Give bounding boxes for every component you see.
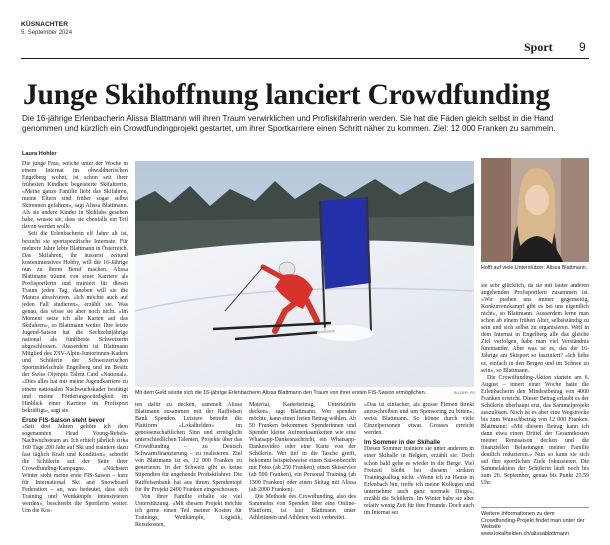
paragraph: Die junge Frau, welche unter der Woche in einem Internat im obwaldnerischen Engelberg wohnt, ist schon seit ihrer frühesten Kindheit begeisterte Skifahrerin. «Meine ganze Familie liebt das Skifahren, meine Eltern sind früher sogar selbst Skirennen gefahren», sagt Alissa Blattmann. Als sie andere Kinder in Skiklubs gesehen habe, wusste sie, dass sie ebenfalls ein Teil davon werden wolle. [22, 161, 128, 231]
masthead [21, 21, 72, 37]
text-column-5 [481, 283, 589, 505]
subheading: Erste FIS-Saison steht bevor [22, 416, 105, 424]
page-number: 9 [579, 40, 586, 54]
lead-paragraph: Die 16-jährige Erlenbacherin Alissa Blattmann will ihren Traum verwirklichen und Profiskifahrerin werden. Sie hat die Fäden gleich selbst in die Hand genommen und kürzlich ein Crowdfundingprojekt gestartet, um ihrer Sportkarriere einen Schritt näher zu kommen. Ziel: 12 000 Franken zu sammeln. [22, 114, 556, 134]
issue-date: 5. September 2024 [21, 30, 73, 36]
paragraph: Die Crowdfunding-Aktion startete am 6. August – innert einer Woche hatte die Erlenbacherin den Mindestbetrag von 4000 Franken erreicht. Dieser Betrag erlaubt es der Schülerin überhaupt erst, das Sammelprojekt auszulösen. Noch ist es aber eine Wegstrecke bis zum Wunschbetrag von 12 000 Franken. Blattmann: «Mit diesem Betrag kann ich dann etwa einen Drittel der Gesamtkosten meiner Rennsaison decken und die finanziellen Belastungen meiner Familie deutlich reduzieren.» Nun so kann sie sich auf ihre sportlichen Ziele fokussieren. Die Sammelaktion der Schülerin läuft noch bis zum 26. September, genau bis Punkt 23.59 Uhr. [481, 374, 589, 487]
gate-flag-icon [320, 197, 371, 289]
paragraph: Seit die Erlenbacherin elf Jahre alt ist, besucht sie sportspezifische Internate. Für mehrere Jahre lebte Blattmann in Österreich. Das Skifahren, ihr äusserst zeitund kostenintensives Hobby, will die 16-Jährige nun zu ihrem Beruf machen. Alissa Blattmann träumt von einer Karriere als Profisportlerin und trainiert für diesen Traum jeden Tag, daneben will sie die Matura absolvieren. «Ich möchte auch auf jeden Fall studieren», erzählt sie. Was genau, das wisse sie aber noch nicht. «Im Moment setze ich alle Karten auf das Skifahren», so Blattmann weiter. Ihre letzte Jugend-Saison hat die Sechzehnjährige national als fünftbeste Schweizerin abgeschlossen. Ausserdem ist Blattmann Mitglied des ZSV-Alpin-Juniorinnen-Kaders und Schülerin der Schweizerischen Sportmittelschule Engelberg und im Besitz der Swiss Olympic Talent Card «National». «Dies alles hat mir meine Jugendkarriere zu einem nationalen Nachwuchskader bestätigt und meine Förderungswürdigkeit im Hinblick einer Karriere im Profisport bekräftigt», sagt sie. [22, 231, 128, 414]
text-column-3 [249, 402, 356, 535]
paragraph: Diesen Sommer trainiere sie unter anderem in einer Skihalle in Belgien, erzählt sie. Doch schon bald gehe es wieder in die Berge. Viel Freizeit bleibt bei diesem strikten Trainingsalltag nicht. «Wenn ich zu Hause in Erlenbach bin, treffe ich meine Kollegen und unternehme auch ganz normale Dinge», erzählt die Schülerin. Im Winter habe sie aber relativ wenig Zeit für ihre Freunde. Doch auch im Internat sei [364, 446, 474, 516]
section-label: Sport [524, 40, 553, 54]
headline: Junge Skihoffnung lanciert Crowdfunding [23, 79, 550, 111]
photo-credit: BILDER: PD [454, 391, 476, 395]
info-box-rule [481, 507, 589, 508]
paragraph: Von ihrer Familie erhalte sie viel Unterstützung. «Mit diesem Projekt möchte ich gerne einen Teil meiner Kosten für Trainings, Wettkämpfe, Logistik, Reisekosten, [135, 493, 242, 528]
info-box: Weitere Informationen zu dem Crowdfunding-Projekt findet man unter der Website www.lokalhelden.ch/alissablattmann [481, 511, 585, 537]
portrait-photo [481, 158, 589, 262]
masthead-rule [21, 58, 589, 59]
skier-photo-illustration [135, 161, 474, 387]
text-column-2 [135, 402, 242, 535]
text-column-1 [22, 161, 128, 535]
subheading: Im Sommer in der Skihalle [364, 439, 441, 447]
main-photo [135, 161, 474, 387]
author-byline: Laura Hohler [22, 151, 57, 157]
paragraph: Material, Kaderbeitrag, Unterkünfte decken», sagt Blattmann. Wer spenden möchte, kann einen freien Betrag wählen. Ab 50 Franken bekommen Spenderinnen und Spender kleine Aufmerksamkeiten wie eine Whatsapp-Dankesnachricht, ein Whatsapp-Dankesvideo oder eine Karte von der Schülerin. Wer tief in die Tasche greift, bekommt beispielsweise einen Saisonbericht mit Fotos (ab 250 Franken), einen Skiservice (ab 500 Franken), ein Personal Training (ab 1500 Franken) oder einen Skitag mit Alissa (ab 2000 Franken). [249, 402, 356, 493]
paragraph: «Das ist einfacher, als grosse Firmen direkt anzuschreiben und um Sponsoring zu bitten», weiss Blattmann. So könne durch viele Einzelpersonen etwas Grosses erreicht werden. [364, 402, 474, 437]
paragraph: «Seit drei Jahren gehöre ich dem sogenannten Head Young-Rebels-Nachwuchsteam an. Ich erhielt jährlich zirka 160 Tage 200 Jahr auf Ski und trainiere dazu fast täglich Kraft und Kondition», schreibt die Schülerin auf der Seite ihrer Crowdfunding-Kampagne. «Nächsten Winter steht meine erste FIS-Saison – kurz für International Ski and Snowboard Federation – an, was bedeutet, dass sich Training und Wettkämpfe intensivieren werden», beschreibt die Sportlerin weiter. Um die Kos- [22, 423, 128, 515]
paragraph: Die Methode des Crowdfunding, also des Sammelns von Spenden über eine Online-Plattform, ist laut Blattmann unter Athletinnen und Athleten weit verbreitet. [249, 493, 356, 521]
portrait-illustration [481, 158, 589, 262]
newspaper-name: KÜSNACHTER [21, 21, 69, 28]
portrait-caption: Hofft auf viele Unterstützer: Alissa Blattmann. [481, 265, 588, 271]
paragraph: ten dafür zu decken, sammelt Alissa Blattmann zusammen mit der Raiffeisen Bank Spenden. Letztere betreibt die Plattform «Lokalhelden» im genossenschaftlichen Sinn und ermöglicht unterschiedlichen Talenten, Projekte über das Crowdfunding – zu Deutsch Schwarmfinanzierung – zu realisieren. Ziel von Blattmann ist es, 12 000 Franken zu generieren. In der Schweiz gibt es keine Stipendien für angehende Profiskifahrer. Die Raiffeisenbank hat aus ihrem Spendentopf für ihr Projekt 2400 Franken eingeschossen. [135, 402, 242, 493]
paragraph: sie sehr glücklich, da sie mit lauter anderen angehenden Profisportlern zusammen ist. «Wir pushen uns immer gegenseitig, Konkurrenzkampf gibt es bei uns eigentlich nicht», so Blattmann. Ausserdem lerne man schon ab einem frühen Alter, selbstständig zu sein und sich selbst zu organisieren. Weil in dem Internat in Engelberg alle das gleiche Ziel verfolgen, habe man viel Verständnis füreinander. Aber was ist es, das die 16-Jährige am Skisport so fasziniert? «Ich liebe es, einfach in den Bergen und im Schnee zu sein», so Blattmann. [481, 283, 589, 374]
main-photo-caption: Mit dem Geld würde sich die 16-jährige Erlenbacherin Alissa Blattmann den Traum von ihrer ersten FIS-Saison ermöglichen. [135, 390, 427, 396]
text-column-4 [364, 402, 474, 535]
